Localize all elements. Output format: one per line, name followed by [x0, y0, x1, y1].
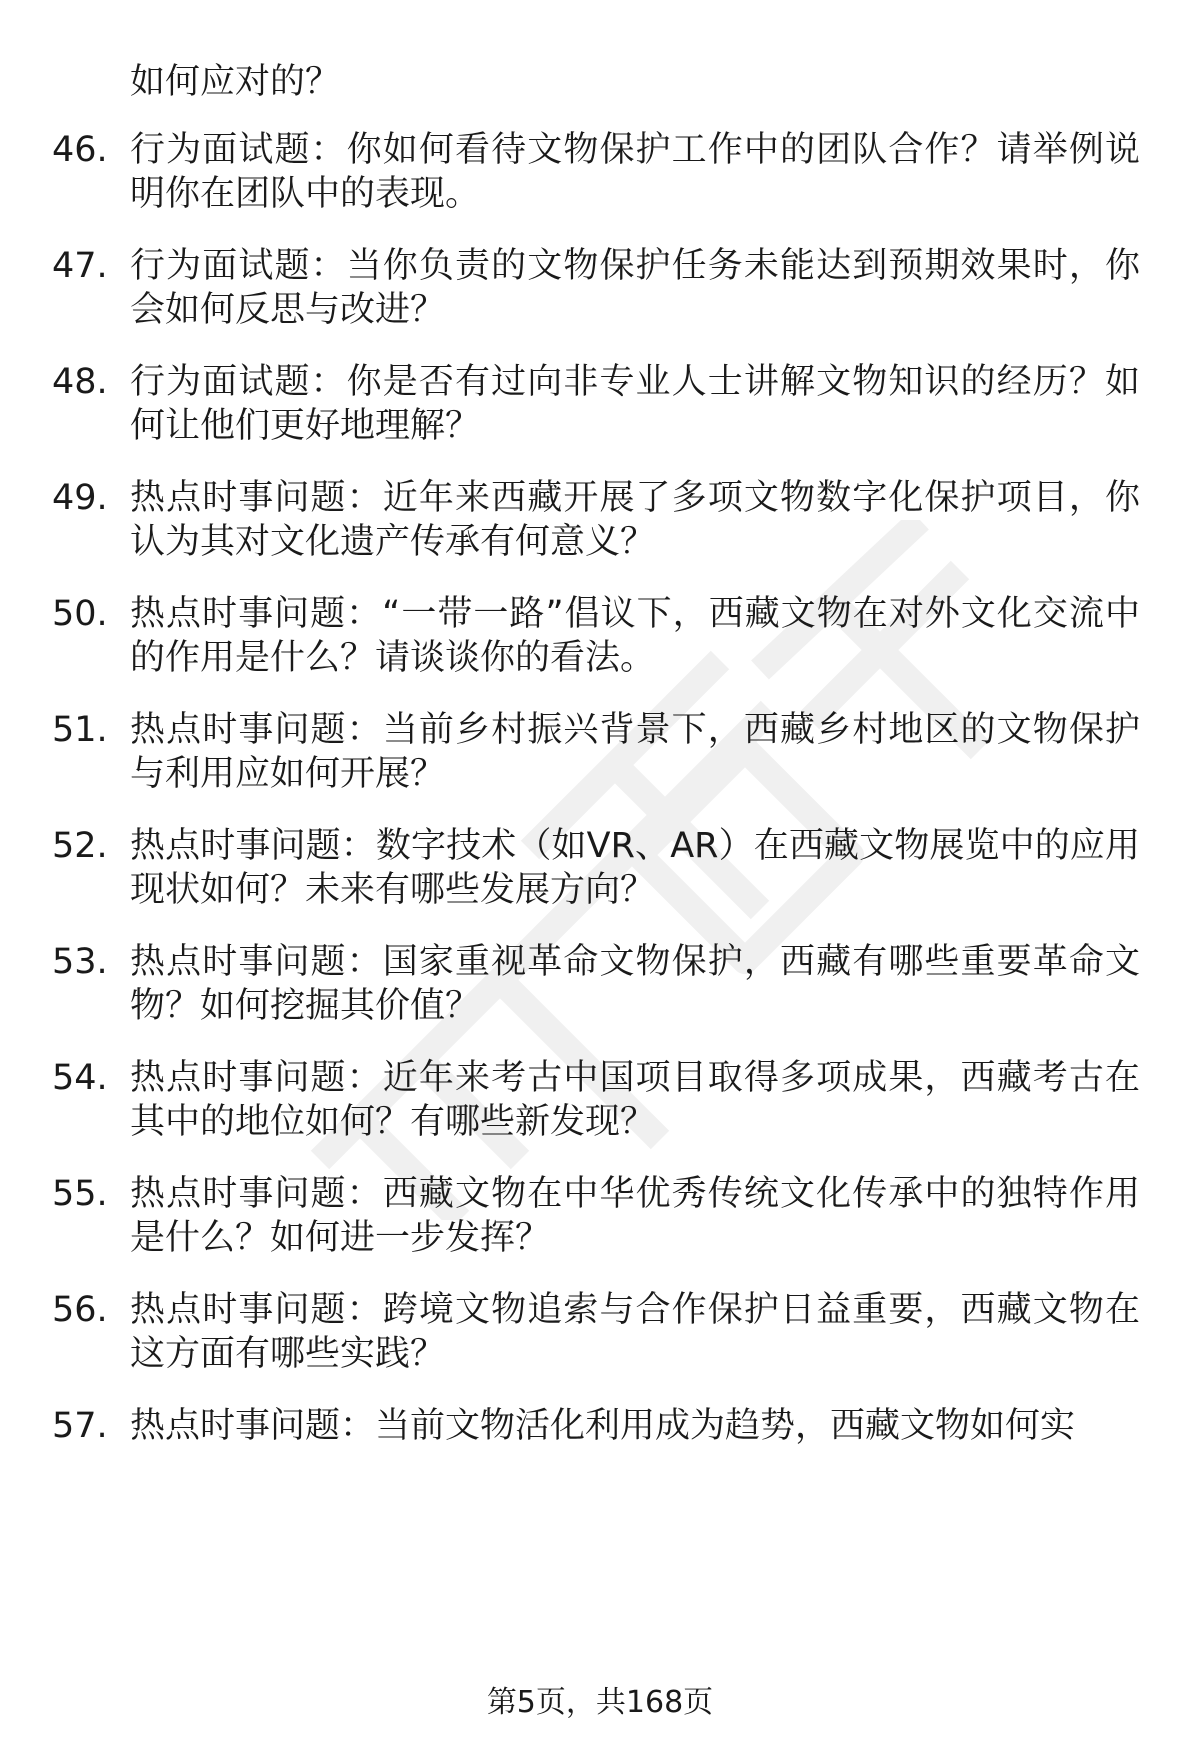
item-number: 52. [52, 826, 108, 866]
item-number: 46. [52, 130, 108, 170]
item-number: 50. [52, 594, 108, 634]
item-text: 热点时事问题：西藏文物在中华优秀传统文化传承中的独特作用是什么？如何进一步发挥？ [130, 1174, 1140, 1258]
item-number: 48. [52, 362, 108, 402]
item-number: 49. [52, 478, 108, 518]
item-text: 行为面试题：你如何看待文物保护工作中的团队合作？请举例说明你在团队中的表现。 [130, 130, 1140, 214]
continuation-line: 如何应对的？ [130, 62, 341, 102]
item-number: 53. [52, 942, 108, 982]
item-number: 57. [52, 1406, 108, 1446]
item-text: 热点时事问题：数字技术（如VR、AR）在西藏文物展览中的应用现状如何？未来有哪些发展方向？ [130, 826, 1140, 910]
item-number: 55. [52, 1174, 108, 1214]
item-text: 热点时事问题：跨境文物追索与合作保护日益重要，西藏文物在这方面有哪些实践？ [130, 1290, 1140, 1374]
item-number: 56. [52, 1290, 108, 1330]
item-text: 热点时事问题：近年来西藏开展了多项文物数字化保护项目，你认为其对文化遗产传承有何意义？ [130, 478, 1140, 562]
item-text: 热点时事问题：“一带一路”倡议下，西藏文物在对外文化交流中的作用是什么？请谈谈你的看法。 [130, 594, 1140, 678]
item-text: 热点时事问题：国家重视革命文物保护，西藏有哪些重要革命文物？如何挖掘其价值？ [130, 942, 1140, 1026]
item-text: 行为面试题：你是否有过向非专业人士讲解文物知识的经历？如何让他们更好地理解？ [130, 362, 1140, 446]
item-text: 热点时事问题：当前文物活化利用成为趋势，西藏文物如何实 [130, 1406, 1076, 1446]
item-number: 54. [52, 1058, 108, 1098]
item-text: 热点时事问题：当前乡村振兴背景下，西藏乡村地区的文物保护与利用应如何开展？ [130, 710, 1140, 794]
page-footer: 第5页，共168页 [486, 1685, 714, 1720]
item-number: 47. [52, 246, 108, 286]
item-text: 热点时事问题：近年来考古中国项目取得多项成果，西藏考古在其中的地位如何？有哪些新发现？ [130, 1058, 1140, 1142]
item-number: 51. [52, 710, 108, 750]
item-text: 行为面试题：当你负责的文物保护任务未能达到预期效果时，你会如何反思与改进？ [130, 246, 1140, 330]
